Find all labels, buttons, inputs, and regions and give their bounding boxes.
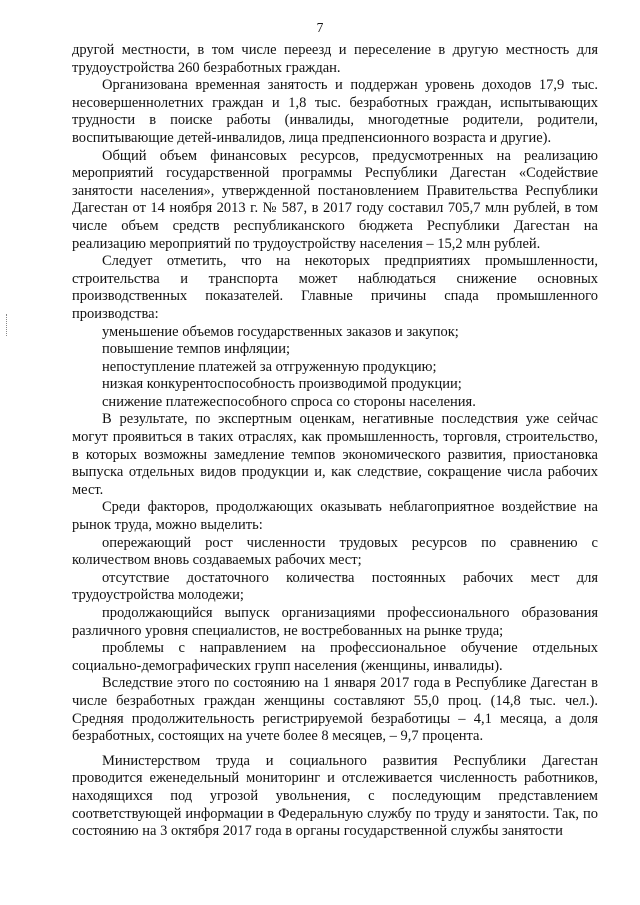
paragraph: В результате, по экспертным оценкам, негативные последствия уже сейчас могут проявиться в таких отраслях, как промышленность, торговля, строительство, в которых возможны замедление темпов экономического развития, приостановка выпуска отдельных видов продукции и, как следствие, сокращение числа рабочих мест.	[72, 411, 598, 498]
paragraph: Организована временная занятость и поддержан уровень доходов 17,9 тыс. несовершеннолетних граждан и 1,8 тыс. безработных граждан, испытывающих трудности в поиске работы (инвалиды, многодетные родители, родители, воспитывающие детей-инвалидов, лица предпенсионного возраста и другие).	[72, 77, 598, 146]
document-body	[72, 42, 598, 841]
paragraph: Вследствие этого по состоянию на 1 января 2017 года в Республике Дагестан в числе безработных граждан женщины составляют 55,0 проц. (14,8 тыс. чел.). Средняя продолжительность регистрируемой безработицы – 4,1 месяца, а доля безработных, состоящих на учете более 8 месяцев, – 9,7 процента.	[72, 675, 598, 745]
list-item: проблемы с направлением на профессиональное обучение отдельных социально-демографических групп населения (женщины, инвалиды).	[72, 640, 598, 674]
list-item: снижение платежеспособного спроса со стороны населения.	[102, 393, 476, 410]
paragraph: Министерством труда и социального развития Республики Дагестан проводится еженедельный мониторинг и отслеживается численность работников, находящихся под угрозой увольнения, с последующим представлением соответствующей информации в Федеральную службу по труду и занятости. Так, по состоянию на 3 октября 2017 года в органы государственной службы занятости	[72, 752, 598, 840]
list-item: уменьшение объемов государственных заказов и закупок;	[102, 323, 459, 340]
paragraph: Общий объем финансовых ресурсов, предусмотренных на реализацию мероприятий государственной программы Республики Дагестан «Содействие занятости населения», утвержденной постановлением Правительства Республики Дагестан от 14 ноября 2013 г. № 587, в 2017 году составил 705,7 млн рублей, в том числе объем средств республиканского бюджета Республики Дагестан на реализацию мероприятий по трудоустройству населения – 15,2 млн рублей.	[72, 147, 598, 252]
page-number: 7	[316, 20, 324, 35]
list-item: опережающий рост численности трудовых ресурсов по сравнению с количеством вновь создаваемых рабочих мест;	[72, 534, 598, 569]
list-item: продолжающийся выпуск организациями профессионального образования различного уровня специалистов, не востребованных на рынке труда;	[72, 605, 598, 639]
list-item: отсутствие достаточного количества постоянных рабочих мест для трудоустройства молодежи;	[72, 569, 598, 604]
paragraph: Следует отметить, что на некоторых предприятиях промышленности, строительства и транспорта может наблюдаться снижение основных производственных показателей. Главные причины спада промышленного производства:	[72, 253, 598, 322]
list-item: непоступление платежей за отгруженную продукцию;	[102, 358, 437, 375]
list-item: повышение темпов инфляции;	[102, 341, 290, 358]
list-item: низкая конкурентоспособность производимой продукции;	[102, 376, 462, 393]
paragraph: другой местности, в том числе переезд и переселение в другую местность для трудоустройства 260 безработных граждан.	[72, 42, 598, 76]
margin-marks	[6, 314, 9, 336]
paragraph: Среди факторов, продолжающих оказывать неблагоприятное воздействие на рынок труда, можно выделить:	[72, 499, 598, 534]
